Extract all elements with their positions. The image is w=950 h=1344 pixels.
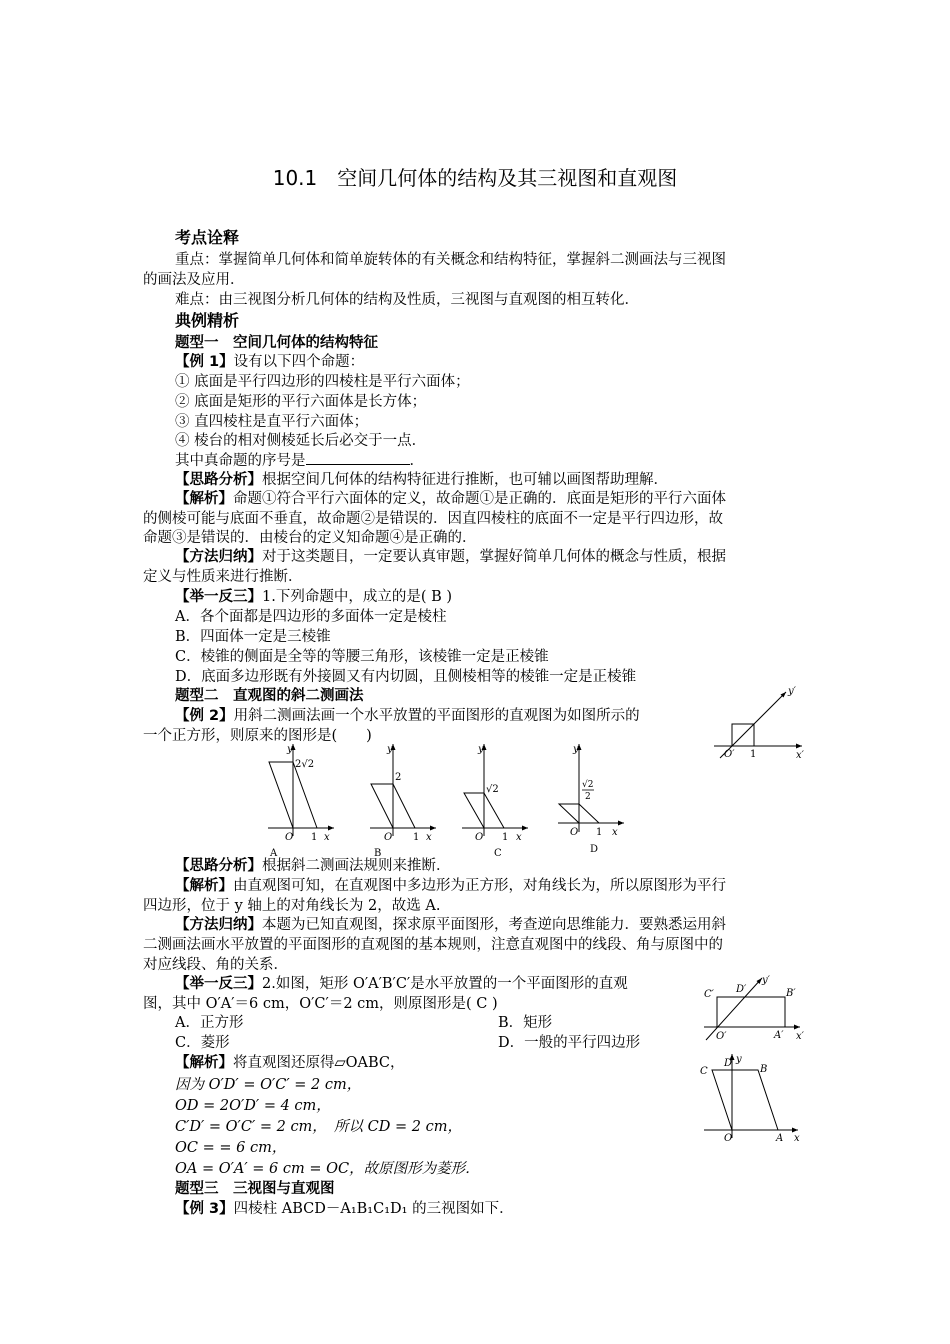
label-y: y [736, 1054, 742, 1065]
proposition-2: ② 底面是矩形的平行六面体是长方体； [175, 394, 427, 410]
x-axis-arrow [618, 821, 624, 826]
page-title: 10.1 空间几何体的结构及其三视图和直观图 [272, 166, 678, 190]
x-axis-arrow [328, 826, 334, 831]
origin-label: O [570, 827, 579, 838]
x-axis-arrow [792, 1128, 798, 1133]
solution3-line-2: 因为 O′D′ = O′C′ = 2 cm， [175, 1077, 362, 1093]
proposition-3: ③ 直四棱柱是直平行六面体； [175, 414, 369, 430]
question-text: 其中真命题的序号是 [175, 453, 306, 469]
example2-text-a: 用斜二测画法画一个水平放置的平面图形的直观图为如图所示的 [233, 708, 640, 724]
proposition-1: ① 底面是平行四边形的四棱柱是平行六面体； [175, 374, 470, 390]
solution3-line-5: OC = = 6 cm， [175, 1140, 287, 1156]
practice1-option-c: C．棱锥的侧面是全等的等腰三角形，该棱锥一定是正棱锥 [175, 649, 549, 665]
idea1-line [175, 470, 668, 490]
x-label: x [324, 832, 330, 843]
method2-line-1 [175, 915, 726, 935]
origin-label: O′ [724, 749, 735, 760]
proposition-4: ④ 棱台的相对侧棱延长后必交于一点． [175, 433, 427, 449]
method1-text-a: 对于这类题目，一定要认真审题，掌握好简单几何体的概念与性质，根据 [262, 549, 726, 565]
label-b: B′ [786, 988, 796, 999]
label-o: O′ [716, 1031, 727, 1042]
unit-label: 1 [750, 749, 757, 760]
method2-text-a: 本题为已知直观图，探求原平面图形，考查逆向思维能力．要熟悉运用斜 [262, 917, 726, 933]
key-points-line-2: 的画法及应用． [143, 272, 245, 288]
method1-tag: 【方法归纳】 [175, 549, 262, 565]
method2-tag: 【方法归纳】 [175, 917, 262, 933]
type3-heading: 题型三 三视图与直观图 [175, 1181, 335, 1197]
choice-c-figure [456, 740, 538, 858]
difficulty-line: 难点：由三视图分析几何体的结构及性质，三视图与直观图的相互转化． [175, 292, 639, 308]
practice2-restored-figure [700, 1050, 810, 1142]
choice-letter: B [374, 848, 382, 858]
unit-label: 1 [311, 832, 318, 843]
label-a: A [776, 1133, 784, 1142]
solution3-text-1: 将直观图还原得▱OABC， [233, 1055, 405, 1071]
section-heading-kaodian: 考点诠释 [175, 228, 240, 247]
example2-tag: 【例 2】 [175, 708, 234, 724]
answer-blank [306, 450, 410, 465]
solution1-tag: 【解析】 [175, 491, 233, 507]
solution2-line-1 [175, 876, 726, 896]
x-axis-arrow [430, 826, 436, 831]
key-points-line-1: 重点：掌握简单几何体和简单旋转体的有关概念和结构特征，掌握斜二测画法与三视图 [175, 252, 726, 268]
origin-label: O [475, 832, 484, 843]
practice1-option-b: B．四面体一定是三棱锥 [175, 629, 331, 645]
label-c: C′ [704, 989, 714, 1000]
x-label: x [612, 827, 618, 838]
x-label: x [426, 832, 432, 843]
length-mark-numerator: √2 [582, 780, 594, 790]
example2-line-1 [175, 706, 640, 726]
example1-tag: 【例 1】 [175, 354, 234, 370]
label-a: A′ [774, 1030, 784, 1041]
question-line [175, 450, 424, 471]
practice2-oblique-figure [700, 970, 810, 1042]
practice2-line-2: 图，其中 O′A′＝6 cm，O′C′＝2 cm，则原图形是( C ) [143, 996, 498, 1012]
x-label: x [516, 832, 522, 843]
choice-letter: A [270, 848, 278, 858]
length-mark: 2 [395, 772, 402, 783]
label-d: D [724, 1058, 733, 1069]
solution1-line-2: 的侧棱可能与底面不垂直，故命题②是错误的．因直四棱柱的底面不一定是平行四边形，故 [143, 511, 723, 527]
solution3-line-6: OA = O′A′ = 6 cm = OC，故原图形为菱形． [175, 1161, 480, 1177]
length-mark-denominator: 2 [585, 792, 591, 802]
idea2-line [175, 856, 451, 876]
label-b: B [760, 1064, 768, 1075]
rhombus [712, 1070, 778, 1130]
x-axis-arrow [796, 744, 802, 749]
practice2-tag: 【举一反三】 [175, 976, 262, 992]
practice2-line-1 [175, 974, 628, 994]
idea2-text: 根据斜二测画法规则来推断． [262, 858, 451, 874]
solution1-text-a: 命题①符合平行六面体的定义，故命题①是正确的．底面是矩形的平行六面体 [233, 491, 726, 507]
choice-letter: C [494, 848, 502, 858]
solution1-line-3: 命题③是错误的．由棱台的定义知命题④是正确的． [143, 530, 477, 546]
label-x: x [794, 1133, 800, 1142]
length-mark: 2√2 [295, 759, 315, 770]
example2-line-2: 一个正方形，则原来的图形是( ) [143, 728, 372, 744]
solution3-line-4: C′D′ = O′C′ = 2 cm， 所以 CD = 2 cm， [175, 1119, 462, 1135]
practice2-text-a: 2.如图，矩形 O′A′B′C′是水平放置的一个平面图形的直观 [262, 976, 628, 992]
method1-line-2: 定义与性质来进行推断． [143, 569, 303, 585]
x-axis-arrow [522, 826, 528, 831]
choice-d-figure [552, 740, 634, 858]
section-heading-examples: 典例精析 [175, 311, 240, 330]
unit-label: 1 [502, 832, 509, 843]
length-mark: √2 [486, 784, 499, 795]
rectangle [717, 997, 785, 1027]
example2-oblique-figure [712, 682, 812, 764]
solution3-line-1 [175, 1053, 405, 1073]
solution2-line-2: 四边形，位于 y 轴上的对角线长为 2，故选 A. [143, 898, 441, 914]
example1-line [175, 352, 364, 372]
solution3-line-3: OD = 2O′D′ = 4 cm， [175, 1098, 331, 1114]
idea1-tag: 【思路分析】 [175, 472, 262, 488]
choice-b-figure [360, 740, 442, 858]
x-axis-label: x′ [796, 750, 804, 761]
method2-line-2: 二测画法画水平放置的平面图形的直观图的基本规则，注意直观图中的线段、角与原图中的 [143, 937, 723, 953]
label-d: D′ [736, 984, 747, 995]
practice1-option-a: A．各个面都是四边形的多面体一定是棱柱 [175, 609, 447, 625]
x-axis-arrow [794, 1025, 800, 1030]
practice2-option-c: C．菱形 [175, 1035, 230, 1051]
practice2-option-d: D．一般的平行四边形 [498, 1035, 641, 1051]
type2-heading: 题型二 直观图的斜二测画法 [175, 688, 364, 704]
y-label: y [478, 744, 484, 755]
example3-tag: 【例 3】 [175, 1201, 234, 1217]
idea2-tag: 【思路分析】 [175, 858, 262, 874]
idea1-text: 根据空间几何体的结构特征进行推断，也可辅以画图帮助理解． [262, 472, 668, 488]
type1-heading: 题型一 空间几何体的结构特征 [175, 335, 378, 351]
solution3-tag: 【解析】 [175, 1055, 233, 1071]
practice1-tag: 【举一反三】 [175, 589, 262, 605]
method1-line-1 [175, 547, 726, 567]
y-axis-line [706, 978, 762, 1040]
solution2-text-a: 由直观图可知，在直观图中多边形为正方形，对角线长为，所以原图形为平行 [233, 878, 726, 894]
y-axis-label: y′ [788, 686, 796, 697]
unit-label: 1 [413, 832, 420, 843]
label-o: O [724, 1133, 733, 1142]
choice-a-figure [258, 740, 340, 858]
method2-line-3: 对应线段、角的关系． [143, 957, 288, 973]
practice1-option-d: D．底面多边形既有外接圆又有内切圆，且侧棱相等的棱锥一定是正棱锥 [175, 669, 637, 685]
practice1-question: 1.下列命题中，成立的是( B ) [262, 589, 453, 605]
y-label: y [387, 744, 393, 755]
label-x: x′ [796, 1031, 804, 1042]
practice2-option-a: A．正方形 [175, 1015, 244, 1031]
label-y: y′ [762, 975, 770, 986]
label-c: C [700, 1066, 708, 1077]
unit-label: 1 [596, 827, 603, 838]
origin-label: O [384, 832, 393, 843]
solution1-line-1 [175, 489, 726, 509]
y-label: y [287, 744, 293, 755]
question-end: ． [409, 453, 424, 469]
example3-text: 四棱柱 ABCD－A₁B₁C₁D₁ 的三视图如下． [233, 1201, 514, 1217]
example3-line [175, 1199, 514, 1219]
y-label: y [573, 744, 579, 755]
solution2-tag: 【解析】 [175, 878, 233, 894]
origin-label: O [285, 832, 294, 843]
choice-letter: D [590, 844, 599, 855]
practice2-option-b: B．矩形 [498, 1015, 553, 1031]
practice1-line [175, 587, 452, 607]
example1-text: 设有以下四个命题： [233, 354, 365, 370]
